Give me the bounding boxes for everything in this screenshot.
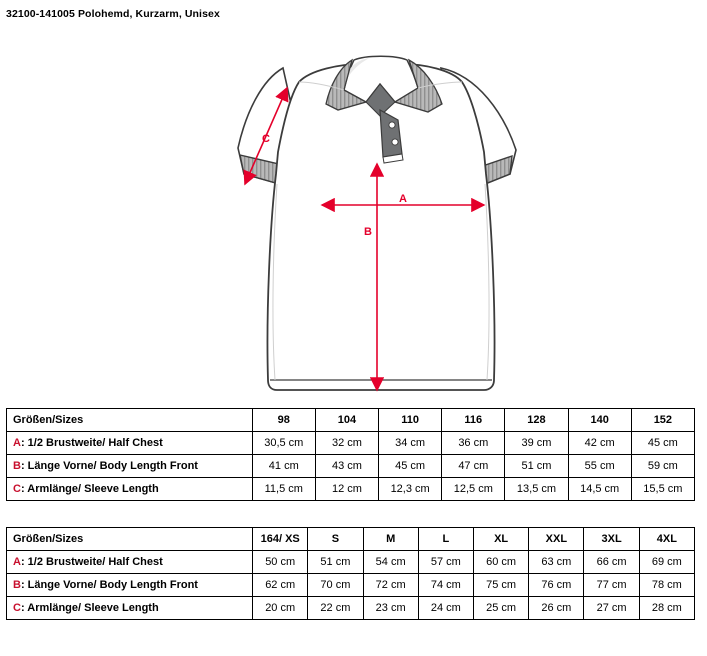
table-header-cell: 128 xyxy=(505,409,568,432)
table-cell: 69 cm xyxy=(639,551,694,574)
measure-text-c: : Armlänge/ Sleeve Length xyxy=(20,483,159,495)
page-title: 32100-141005 Polohemd, Kurzarm, Unisex xyxy=(6,8,220,20)
table-cell: 45 cm xyxy=(379,455,442,478)
table-spacer xyxy=(6,501,701,527)
table-cell: 24 cm xyxy=(418,597,473,620)
table-cell: 15,5 cm xyxy=(631,478,694,501)
table-cell: 42 cm xyxy=(568,432,631,455)
measure-row-label-b xyxy=(7,574,253,597)
measure-row-label-c xyxy=(7,597,253,620)
measure-text-b: : Länge Vorne/ Body Length Front xyxy=(20,460,198,472)
size-tables xyxy=(6,408,701,620)
table-row xyxy=(7,551,695,574)
measure-letter-c: C xyxy=(13,483,21,495)
table-cell: 39 cm xyxy=(505,432,568,455)
table-header-cell: 104 xyxy=(315,409,378,432)
measure-letter-a: A xyxy=(13,437,21,449)
table-header-cell: XL xyxy=(474,528,529,551)
table-cell: 28 cm xyxy=(639,597,694,620)
table-row xyxy=(7,574,695,597)
table-header-cell: XXL xyxy=(529,528,584,551)
table-cell: 30,5 cm xyxy=(252,432,315,455)
table-cell: 54 cm xyxy=(363,551,418,574)
table-cell: 62 cm xyxy=(253,574,308,597)
table-header-cell: S xyxy=(308,528,363,551)
table-cell: 74 cm xyxy=(418,574,473,597)
measure-letter-b: B xyxy=(13,579,21,591)
size-table-kids xyxy=(6,408,695,501)
table-header-cell: 152 xyxy=(631,409,694,432)
measure-row-label-b xyxy=(7,455,253,478)
table-cell: 70 cm xyxy=(308,574,363,597)
measure-text-a: : 1/2 Brustweite/ Half Chest xyxy=(20,437,163,449)
measure-label-b: B xyxy=(364,226,372,238)
table-header-row xyxy=(7,528,695,551)
polo-shirt-diagram xyxy=(0,24,707,404)
table-cell: 50 cm xyxy=(253,551,308,574)
measure-text-b: : Länge Vorne/ Body Length Front xyxy=(20,579,198,591)
polo-shirt-technical-drawing xyxy=(0,24,707,404)
table-header-cell: 4XL xyxy=(639,528,694,551)
table-cell: 55 cm xyxy=(568,455,631,478)
measure-text-c: : Armlänge/ Sleeve Length xyxy=(20,602,159,614)
table-row xyxy=(7,455,695,478)
table-cell: 20 cm xyxy=(253,597,308,620)
table-header-cell: 98 xyxy=(252,409,315,432)
table-cell: 12,5 cm xyxy=(442,478,505,501)
table-cell: 45 cm xyxy=(631,432,694,455)
table-cell: 72 cm xyxy=(363,574,418,597)
table-cell: 14,5 cm xyxy=(568,478,631,501)
table-cell: 77 cm xyxy=(584,574,639,597)
table-cell: 75 cm xyxy=(474,574,529,597)
table-header-cell: 116 xyxy=(442,409,505,432)
measure-text-a: : 1/2 Brustweite/ Half Chest xyxy=(20,556,163,568)
table-cell: 26 cm xyxy=(529,597,584,620)
table-header-cell: Größen/Sizes xyxy=(7,409,253,432)
measure-row-label-c xyxy=(7,478,253,501)
table-row xyxy=(7,432,695,455)
table-header-cell: Größen/Sizes xyxy=(7,528,253,551)
table-cell: 34 cm xyxy=(379,432,442,455)
table-cell: 32 cm xyxy=(315,432,378,455)
table-cell: 23 cm xyxy=(363,597,418,620)
table-cell: 76 cm xyxy=(529,574,584,597)
table-cell: 51 cm xyxy=(505,455,568,478)
measure-letter-b: B xyxy=(13,460,21,472)
measure-letter-a: A xyxy=(13,556,21,568)
table-cell: 57 cm xyxy=(418,551,473,574)
table-cell: 43 cm xyxy=(315,455,378,478)
table-cell: 27 cm xyxy=(584,597,639,620)
measure-letter-c: C xyxy=(13,602,21,614)
table-cell: 12 cm xyxy=(315,478,378,501)
table-cell: 63 cm xyxy=(529,551,584,574)
table-header-row xyxy=(7,409,695,432)
table-cell: 51 cm xyxy=(308,551,363,574)
table-header-cell: L xyxy=(418,528,473,551)
table-cell: 22 cm xyxy=(308,597,363,620)
table-cell: 13,5 cm xyxy=(505,478,568,501)
table-cell: 36 cm xyxy=(442,432,505,455)
table-header-cell: M xyxy=(363,528,418,551)
table-cell: 78 cm xyxy=(639,574,694,597)
table-header-cell: 110 xyxy=(379,409,442,432)
table-cell: 25 cm xyxy=(474,597,529,620)
table-cell: 59 cm xyxy=(631,455,694,478)
measure-label-c: C xyxy=(262,133,270,145)
table-header-cell: 3XL xyxy=(584,528,639,551)
button-bottom xyxy=(392,139,398,145)
table-cell: 41 cm xyxy=(252,455,315,478)
table-row xyxy=(7,597,695,620)
button-top xyxy=(389,122,395,128)
measure-label-a: A xyxy=(399,193,407,205)
table-header-cell: 164/ XS xyxy=(253,528,308,551)
measure-row-label-a xyxy=(7,432,253,455)
table-cell: 60 cm xyxy=(474,551,529,574)
table-cell: 12,3 cm xyxy=(379,478,442,501)
size-table-adults xyxy=(6,527,695,620)
table-cell: 47 cm xyxy=(442,455,505,478)
measure-row-label-a xyxy=(7,551,253,574)
table-row xyxy=(7,478,695,501)
table-header-cell: 140 xyxy=(568,409,631,432)
table-cell: 11,5 cm xyxy=(252,478,315,501)
table-cell: 66 cm xyxy=(584,551,639,574)
